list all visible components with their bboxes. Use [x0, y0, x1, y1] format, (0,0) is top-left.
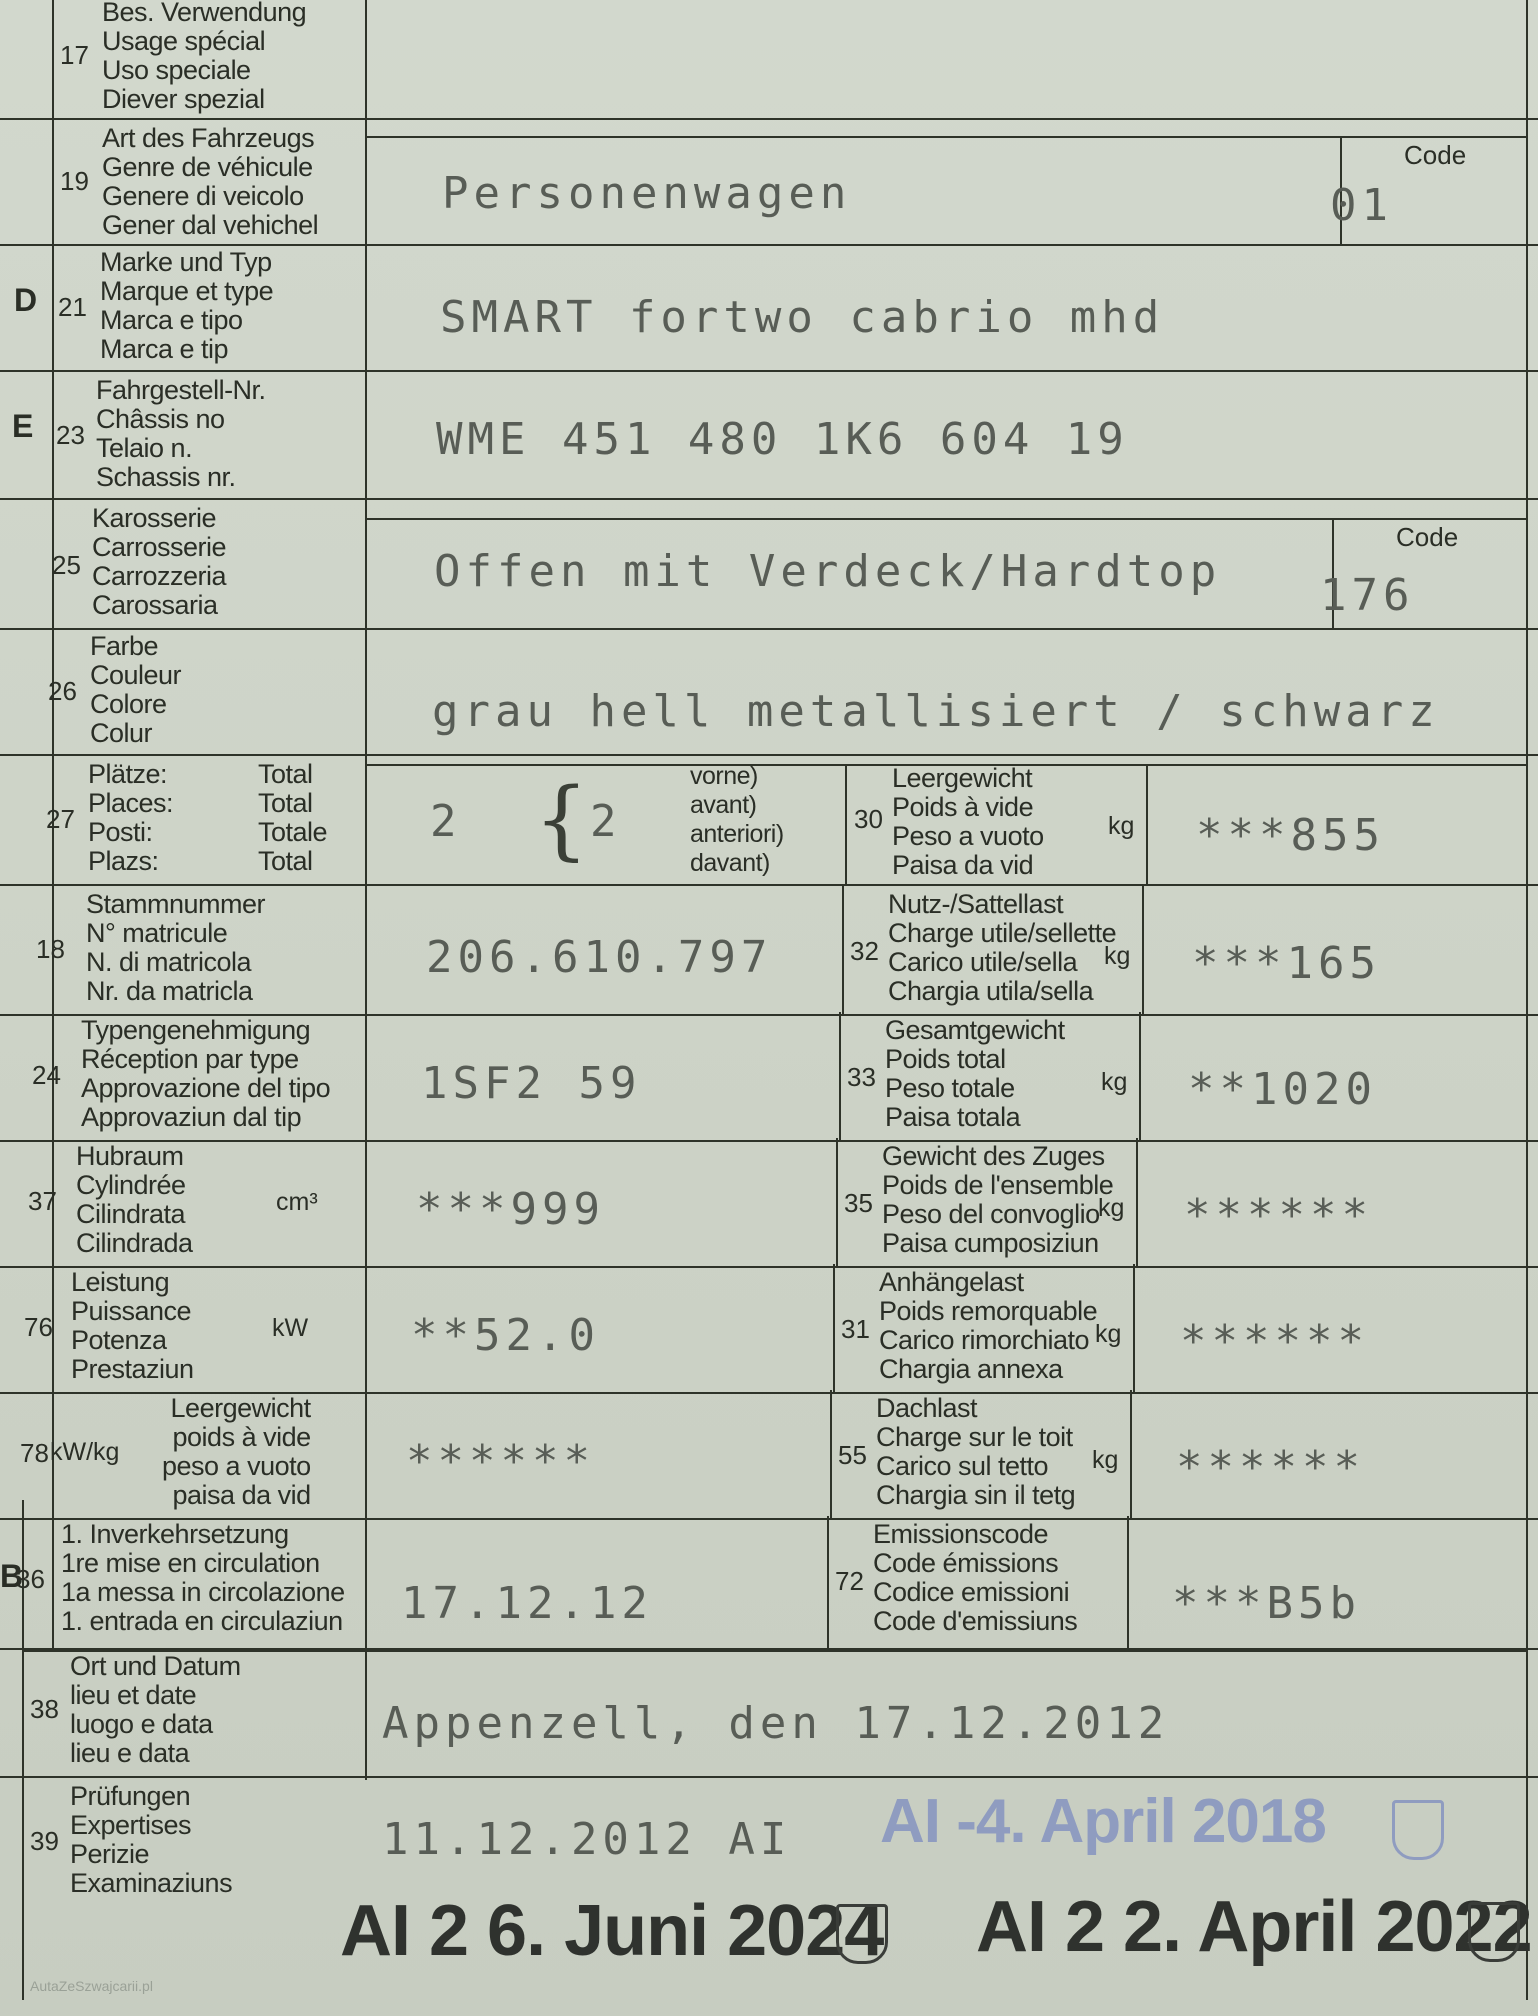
watermark-text: AutaZeSzwajcarii.pl [30, 1978, 153, 1994]
field-row-39 [0, 1778, 1538, 1998]
left-value: 206.610.797 [426, 932, 773, 983]
seats-total-labels: Total Total Totale Total [258, 759, 328, 876]
field-row-76-31 [0, 1264, 1538, 1394]
field-row-26 [0, 630, 1538, 756]
left-value: ***999 [416, 1184, 605, 1235]
canton-crest-icon [836, 1904, 888, 1964]
seats-front-labels: vorne) avant) anteriori) davant) [690, 762, 784, 877]
right-value: ***165 [1192, 938, 1381, 989]
field-number: 35 [844, 1188, 873, 1218]
field-row-37-35 [0, 1138, 1538, 1268]
field-number: 38 [30, 1694, 59, 1724]
field-number: 19 [60, 166, 89, 196]
unit-label: cm³ [276, 1188, 318, 1216]
field-labels: 1. Inverkehrsetzung 1re mise en circulation 1a messa in circolazione 1. entrada en circulaziun [61, 1519, 345, 1636]
make-model-value: SMART fortwo cabrio mhd [440, 292, 1165, 343]
field-labels: Leistung Puissance Potenza Prestaziun [71, 1267, 194, 1384]
place-date-value: Appenzell, den 17.12.2012 [382, 1698, 1170, 1749]
unit-label: kg [1104, 942, 1131, 970]
field-labels: Gesamtgewicht Poids total Peso totale Paisa totala [885, 1015, 1065, 1132]
field-labels: Leergewicht poids à vide peso a vuoto paisa da vid [162, 1393, 311, 1510]
side-letter-b: B [0, 1558, 24, 1594]
right-value: ****** [1184, 1190, 1373, 1241]
field-labels: Fahrgestell-Nr. Châssis no Telaio n. Schassis nr. [96, 375, 266, 492]
field-labels: Nutz-/Sattellast Charge utile/sellette Carico utile/sella Chargia utila/sella [888, 889, 1117, 1006]
field-number: 30 [854, 804, 883, 834]
color-value: grau hell metallisiert / schwarz [432, 686, 1440, 737]
field-number: 78 [20, 1438, 49, 1468]
body-type-value: Offen mit Verdeck/Hardtop [434, 546, 1222, 597]
weight-empty-value: ***855 [1196, 810, 1385, 861]
weight-empty-labels: Leergewicht Poids à vide Peso a vuoto Paisa da vid [892, 763, 1044, 880]
field-row-18-32 [0, 886, 1538, 1016]
field-row-17 [0, 0, 1538, 120]
left-value: ****** [406, 1436, 595, 1487]
field-number: 25 [52, 550, 81, 580]
chassis-number-value: WME 451 480 1K6 604 19 [436, 414, 1129, 465]
field-labels: Bes. Verwendung Usage spécial Uso speciale Diever spezial [102, 0, 307, 114]
field-row-19 [0, 120, 1538, 246]
field-number: 32 [850, 936, 879, 966]
left-value: 17.12.12 [401, 1578, 653, 1629]
field-labels: Typengenehmigung Réception par type Approvazione del tipo Approvaziun dal tip [81, 1015, 331, 1132]
field-row-23 [0, 372, 1538, 500]
field-number: 55 [838, 1440, 867, 1470]
right-value: ****** [1180, 1316, 1369, 1367]
vehicle-type-value: Personenwagen [442, 168, 852, 219]
place-date-labels: Ort und Datum lieu et date luogo e data lieu e data [70, 1651, 241, 1768]
field-row-25 [0, 500, 1538, 630]
unit-label: kg [1101, 1068, 1128, 1096]
unit-label: kW [272, 1314, 309, 1342]
field-labels: Dachlast Charge sur le toit Carico sul tetto Chargia sin il tetg [876, 1393, 1076, 1510]
field-number: 21 [58, 292, 87, 322]
code-label: Code [1404, 140, 1467, 170]
field-labels: Hubraum Cylindrée Cilindrata Cilindrada [76, 1141, 193, 1258]
canton-crest-icon [1468, 1902, 1520, 1962]
seats-labels: Plätze: Places: Posti: Plazs: [88, 759, 174, 876]
unit-label: kg [1098, 1194, 1125, 1222]
field-number: 33 [847, 1062, 876, 1092]
inspection-stamp-2024: AI 2 6. Juni 2024 [340, 1891, 884, 1971]
unit-label: kW/kg [50, 1438, 120, 1466]
field-labels: Art des Fahrzeugs Genre de véhicule Genere di veicolo Gener dal vehichel [102, 123, 319, 240]
right-value: ***B5b [1172, 1578, 1361, 1629]
seats-total-value: 2 [430, 796, 462, 847]
field-number: 17 [60, 40, 89, 70]
field-labels: Farbe Couleur Colore Colur [90, 631, 182, 748]
right-value: ****** [1176, 1442, 1365, 1493]
field-row-27-30 [0, 756, 1538, 886]
field-labels: Marke und Typ Marque et type Marca e tipo Marca e tip [100, 247, 274, 364]
field-number: 39 [30, 1826, 59, 1856]
field-number: 31 [841, 1314, 870, 1344]
side-letter-e: E [12, 408, 34, 444]
field-labels: Stammnummer N° matricule N. di matricola Nr. da matricla [86, 889, 266, 1006]
inspection-stamp-2018: AI -4. April 2018 [880, 1787, 1326, 1856]
seats-front-value: 2 [590, 796, 622, 847]
field-labels: Gewicht des Zuges Poids de l'ensemble Peso del convoglio Paisa cumposiziun [882, 1141, 1114, 1258]
field-row-21 [0, 246, 1538, 372]
field-number: 26 [48, 676, 77, 706]
field-labels: Karosserie Carrosserie Carrozzeria Carossaria [92, 503, 227, 620]
field-number: 18 [36, 934, 65, 964]
left-value: **52.0 [411, 1310, 600, 1361]
body-type-code: 176 [1320, 570, 1415, 621]
field-row-38 [0, 1650, 1538, 1778]
field-row-78-55 [0, 1390, 1538, 1520]
field-number: 24 [32, 1060, 61, 1090]
left-value: 1SF2 59 [421, 1058, 642, 1109]
right-value: **1020 [1188, 1064, 1377, 1115]
field-number: 27 [46, 804, 75, 834]
field-row-36-72 [0, 1516, 1538, 1650]
canton-crest-icon [1392, 1800, 1444, 1860]
unit-label: kg [1108, 812, 1135, 840]
inspections-value: 11.12.2012 AI [382, 1814, 792, 1865]
unit-label: kg [1095, 1320, 1122, 1348]
unit-label: kg [1092, 1446, 1119, 1474]
side-letter-d: D [14, 282, 38, 318]
field-labels: Anhängelast Poids remorquable Carico rimorchiato Chargia annexa [879, 1267, 1098, 1384]
field-number: 76 [24, 1312, 53, 1342]
field-number: 72 [835, 1566, 864, 1596]
brace-icon: { [534, 770, 589, 870]
field-number: 36 [16, 1564, 45, 1594]
field-number: 37 [28, 1186, 57, 1216]
vehicle-type-code: 01 [1330, 180, 1393, 231]
field-number: 23 [56, 420, 85, 450]
field-row-24-33 [0, 1012, 1538, 1142]
inspection-stamp-2022: AI 2 2. April 2022 [976, 1887, 1532, 1967]
inspections-labels: Prüfungen Expertises Perizie Examinaziuns [70, 1781, 233, 1898]
field-labels: Emissionscode Code émissions Codice emissioni Code d'emissiuns [873, 1519, 1078, 1636]
code-label: Code [1396, 522, 1459, 552]
